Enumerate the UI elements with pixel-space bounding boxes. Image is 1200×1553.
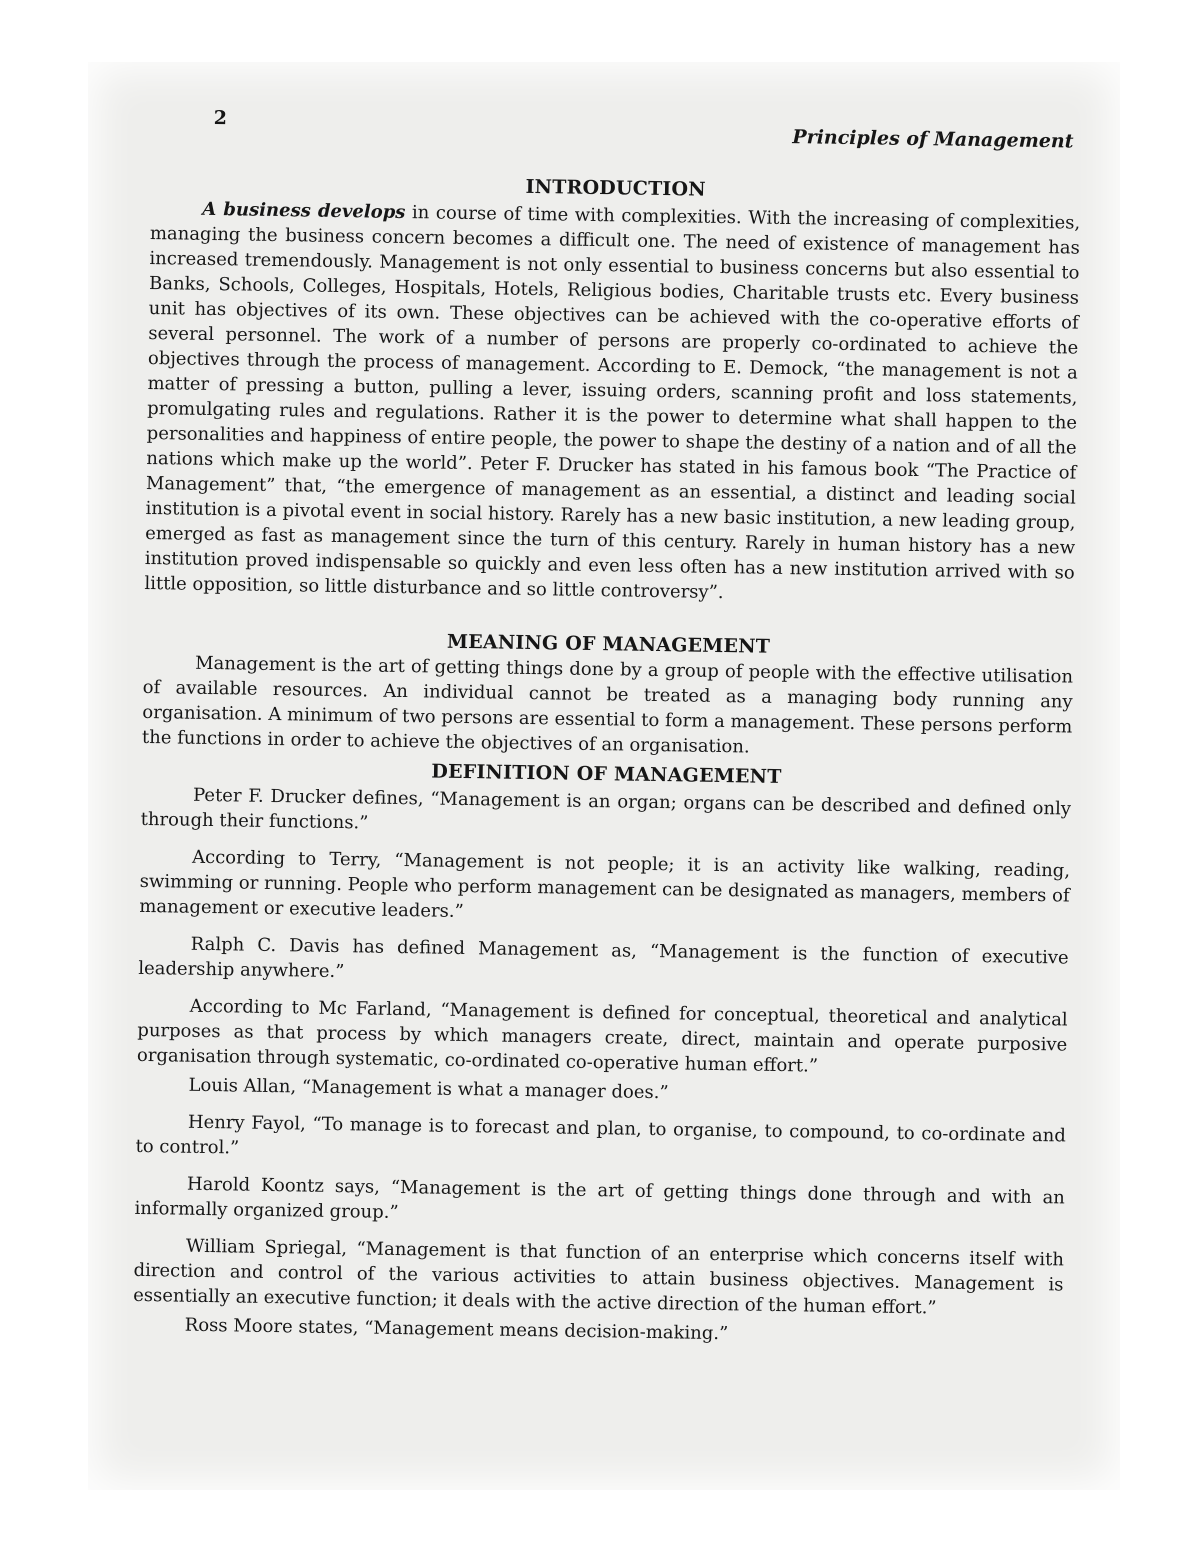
introduction-paragraph — [144, 196, 1080, 611]
definition-heading: DEFINITION OF MANAGEMENT — [431, 760, 782, 788]
definition-moore: Ross Moore states, “Management means decision-making.” — [184, 1314, 729, 1345]
book-title: Principles of Management — [792, 126, 1074, 153]
definition-koontz: Harold Koontz says, “Management is the art of getting things done through and with an informally organized group.” — [134, 1173, 1066, 1224]
page-number: 2 — [213, 106, 228, 130]
definition-drucker: Peter F. Drucker defines, “Management is an organ; organs can be described and defined only through their functions.” — [140, 784, 1072, 834]
introduction-body: in course of time with complexities. With the increasing of complexities, managing the business concern becomes a difficult one. The need of existence of management has increased tremendously. Management is not only essential to business concerns but also essential to Banks, Schools, Colleges, Hospitals, Hotels, Religious bodies, Charitable trusts etc. Every business unit has objectives of its own. These objectives can be achieved with the co-operative efforts of several personnel. The work of a number of persons are properly co-ordinated to achieve the objectives through the process of management. According to E. Demock, “the management is not a matter of pressing a button, pulling a lever, issuing orders, scanning profit and loss statements, promulgating rules and regulations. Rather it is the power to determine what shall happen to the personalities and happiness of entire people, the power to shape the destiny of a nation and of all the nations which make up the world”. Peter F. Drucker has stated in his famous book “The Practice of Management” that, “the emergence of management as an essential, a distinct and leading social institution is a pivotal event in social history. Rarely has a new basic institution, a new leading group, emerged as fast as management since the turn of this century. Rarely in human history has a new institution proved indispensable so quickly and even less often has a new institution arrived with so little opposition, so little disturbance and so little controversy”. — [144, 201, 1081, 604]
introduction-heading: INTRODUCTION — [525, 175, 706, 201]
definition-davis: Ralph C. Davis has defined Management as, “Management is the function of executive leadership anywhere.” — [138, 933, 1069, 983]
definition-mcfarland: According to Mc Farland, “Management is defined for conceptual, theoretical and analytical purposes as that process by which managers create, direct, maintain and operate purposive organisation through systematic, co-ordinated co-operative human effort.” — [136, 995, 1068, 1077]
definition-spriegal: William Spriegal, “Management is that function of an enterprise which concerns itself with direction and control of the various activities to attain business objectives. Management is essentially an executive function; it deals with the active direction of the human effort.” — [133, 1235, 1065, 1319]
meaning-heading: MEANING OF MANAGEMENT — [446, 630, 771, 658]
book-page — [133, 100, 1082, 1351]
meaning-paragraph: Management is the art of getting things done by a group of people with the effective utilisation of available resources. An individual cannot be treated as a managing body running any organisation. A minimum of two persons are essential to form a management. These persons perform the functions in order to achieve the objectives of an organisation. — [141, 652, 1074, 758]
definition-fayol: Henry Fayol, “To manage is to forecast and plan, to organise, to compound, to co-ordinate and to control.” — [135, 1111, 1067, 1159]
introduction-lead: A business develops — [202, 198, 406, 223]
definition-allan: Louis Allan, “Management is what a manager does.” — [188, 1074, 669, 1104]
definition-terry: According to Terry, “Management is not people; it is an activity like walking, reading, swimming or running. People who perform management can be designated as managers, members of management or executive leaders.” — [139, 846, 1071, 922]
